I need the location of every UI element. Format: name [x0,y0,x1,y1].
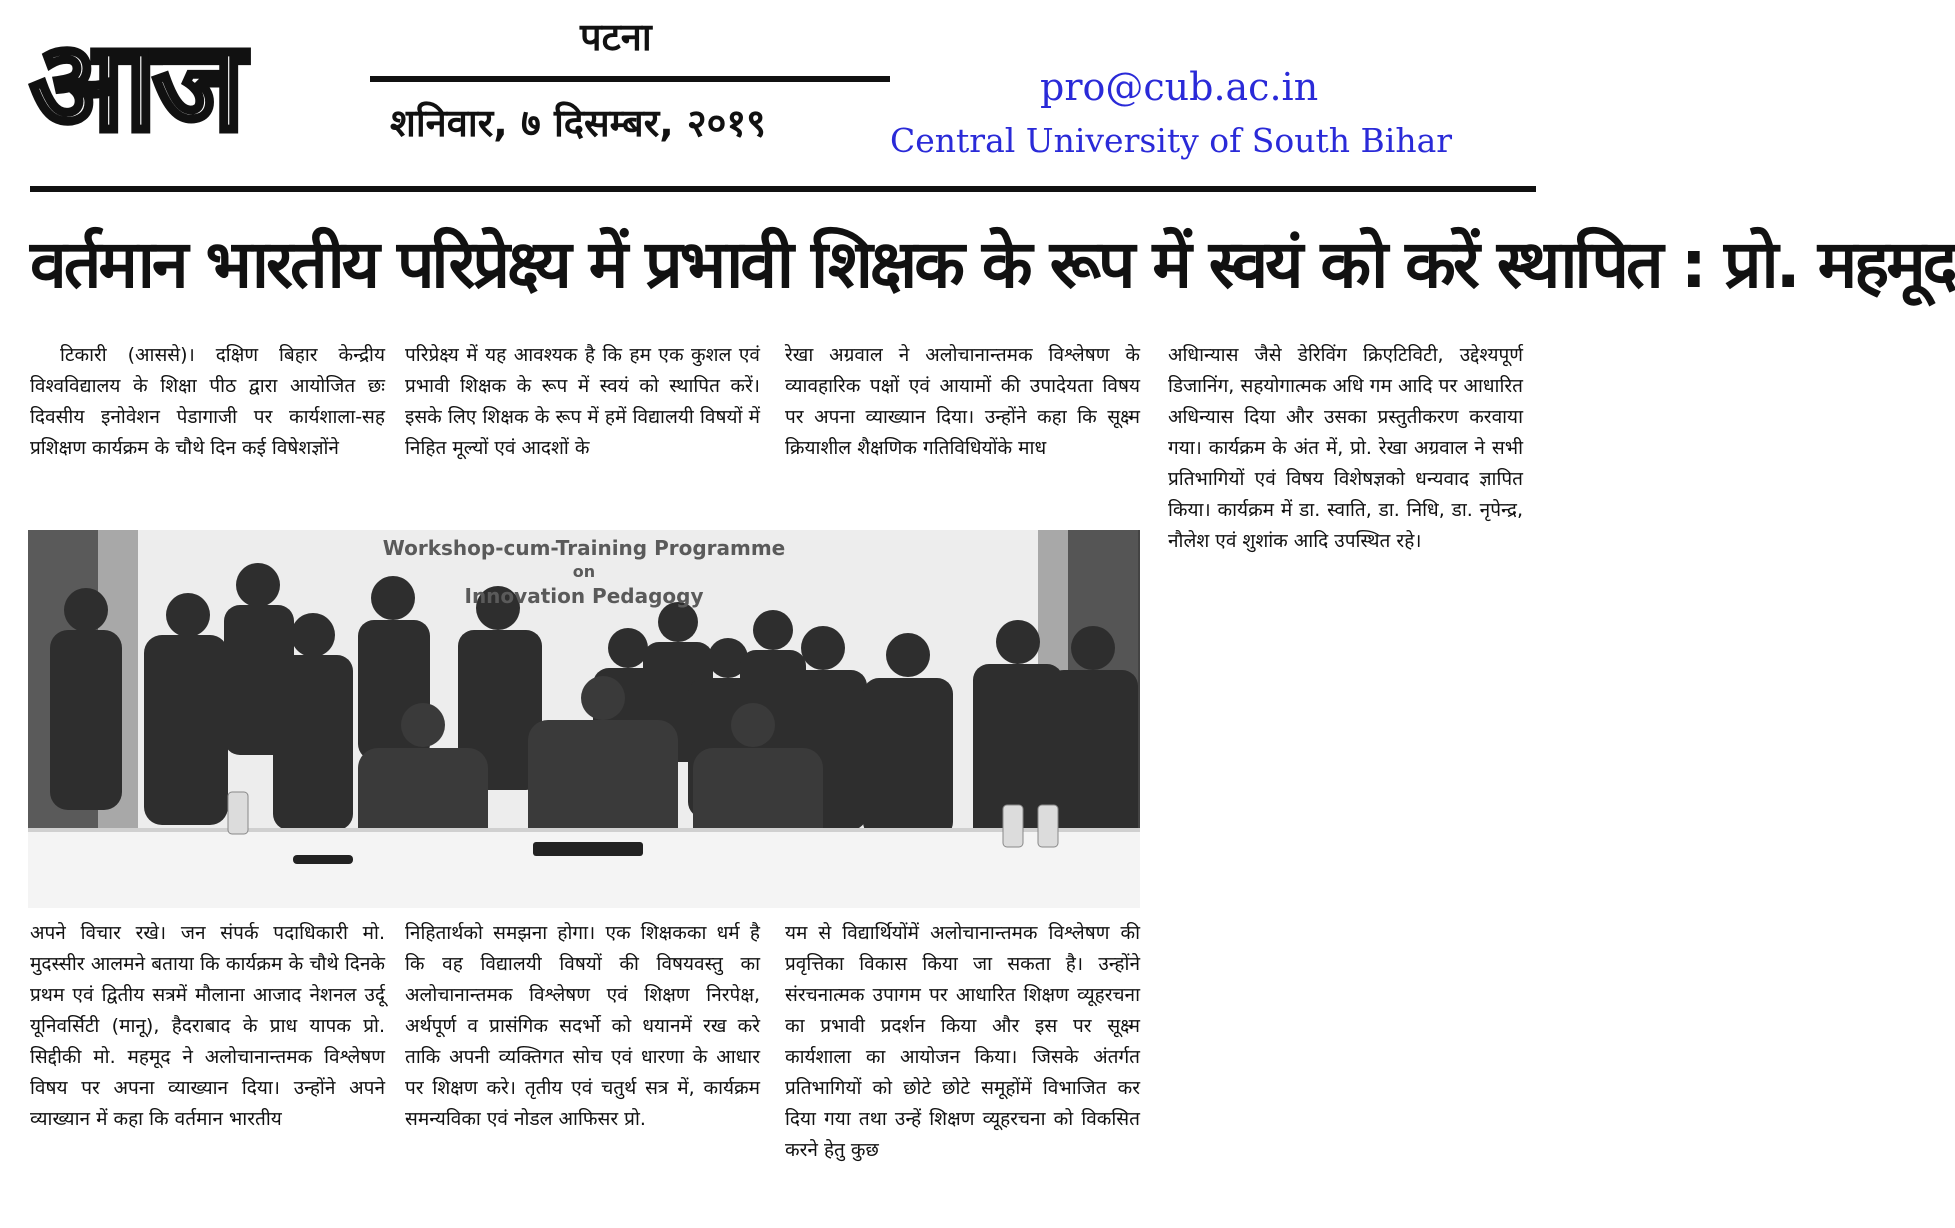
photo-banner-subject: Innovation Pedagogy [464,584,704,608]
article-column-3-top: रेखा अग्रवाल ने अलोचानान्तमक विश्लेषण के व्यावहारिक पक्षों एवं आयामों की उपादेयता विषय पर अपना व्याख्यान दिया। उन्होंने कहा कि सूक्ष्म क्रियाशील शैक्षणिक गतिविधियोंके माध [785,344,1140,459]
newspaper-masthead-logo: आज [30,14,241,159]
article-column-3-bottom: यम से विद्यार्थियोंमें अलोचानान्तमक विश्लेषण की प्रवृत्तिका विकास किया जा सकता है। उन्होंने संरचनात्मक उपागम पर आधारित शिक्षण व्यूहरचना का प्रभावी प्रदर्शन किया और इस पर सूक्ष्म कार्यशाला का आयोजन किया। जिसके अंतर्गत प्रतिभागियों को छोटे छोटे समूहोंमें विभाजित कर दिया गया तथा उन्हें शिक्षण व्यूहरचना को विकसित करने हेतु कुछ [785,922,1140,1161]
source-email: pro@cub.ac.in [1040,65,1319,109]
group-photo [28,530,1140,908]
edition-city: पटना [580,15,652,59]
article-column-1-bottom: अपने विचार रखे। जन संपर्क पदाधिकारी मो. मुदस्सीर आलमने बताया कि कार्यक्रम के चौथे दिनके प्रथम एवं द्वितीय सत्रमें मौलाना आजाद नेशनल उर्दू यूनिवर्सिटी (मानू), हैदराबाद के प्राध यापक प्रो. सिद्दीकी मो. महमूद ने अलोचानान्तमक विश्लेषण विषय पर अपना व्याख्यान दिया। उन्होंने अपने व्याख्यान में कहा कि वर्तमान भारतीय [30,922,385,1130]
edition-date: शनिवार, ७ दिसम्बर, २०१९ [390,101,766,145]
article-column-4: अधिान्यास जैसे डेरिविंग क्रिएटिविटी, उद्देश्यपूर्ण डिजानिंग, सहयोगात्मक अधि गम आदि पर आधारित अधिन्यास दिया और उसका प्रस्तुतीकरण करवाया गया। कार्यक्रम के अंत में, प्रो. रेखा अग्रवाल ने सभी प्रतिभागियों एवं विषय विशेषज्ञको धन्यवाद ज्ञापित किया। कार्यक्रम में डा. स्वाति, डा. निधि, डा. नृपेन्द्र, नौलेश एवं शुशांक आदि उपस्थित रहे। [1168,344,1523,552]
photo-banner-title: Workshop-cum-Training Programme [382,536,786,560]
header-divider [30,186,1536,192]
article-column-2-bottom: निहितार्थको समझना होगा। एक शिक्षकका धर्म है कि वह विद्यालयी विषयों की विषयवस्तु का अलोचानान्तमक विश्लेषण एवं शिक्षण निरपेक्ष, अर्थपूर्ण व प्रासंगिक सदर्भो को धयानमें रख करे ताकि अपनी व्यक्तिगत सोच एवं धारणा के आधार पर शिक्षण करे। तृतीय एवं चतुर्थ सत्र में, कार्यक्रम समन्यविका एवं नोडल आफिसर प्रो. [405,922,760,1130]
article-headline: वर्तमान भारतीय परिप्रेक्ष्य में प्रभावी शिक्षक के रूप में स्वयं को करें स्थापित : प्रो. महमूद [30,226,1955,303]
photo-banner-on: on [572,562,596,581]
source-university: Central University of South Bihar [890,121,1453,160]
article-column-1-top: टिकारी (आससे)। दक्षिण बिहार केन्द्रीय विश्वविद्यालय के शिक्षा पीठ द्वारा आयोजित छः दिवसीय इनोवेशन पेडागाजी पर कार्यशाला-सह प्रशिक्षण कार्यक्रम के चौथे दिन कई विषेशज्ञोंने [30,344,385,459]
article-column-2-top: परिप्रेक्ष्य में यह आवश्यक है कि हम एक कुशल एवं प्रभावी शिक्षक के रूप में स्वयं को स्थापित करें। इसके लिए शिक्षक के रूप में हमें विद्यालयी विषयों में निहित मूल्यों एवं आदशों के [405,344,760,459]
masthead-divider [370,76,890,82]
